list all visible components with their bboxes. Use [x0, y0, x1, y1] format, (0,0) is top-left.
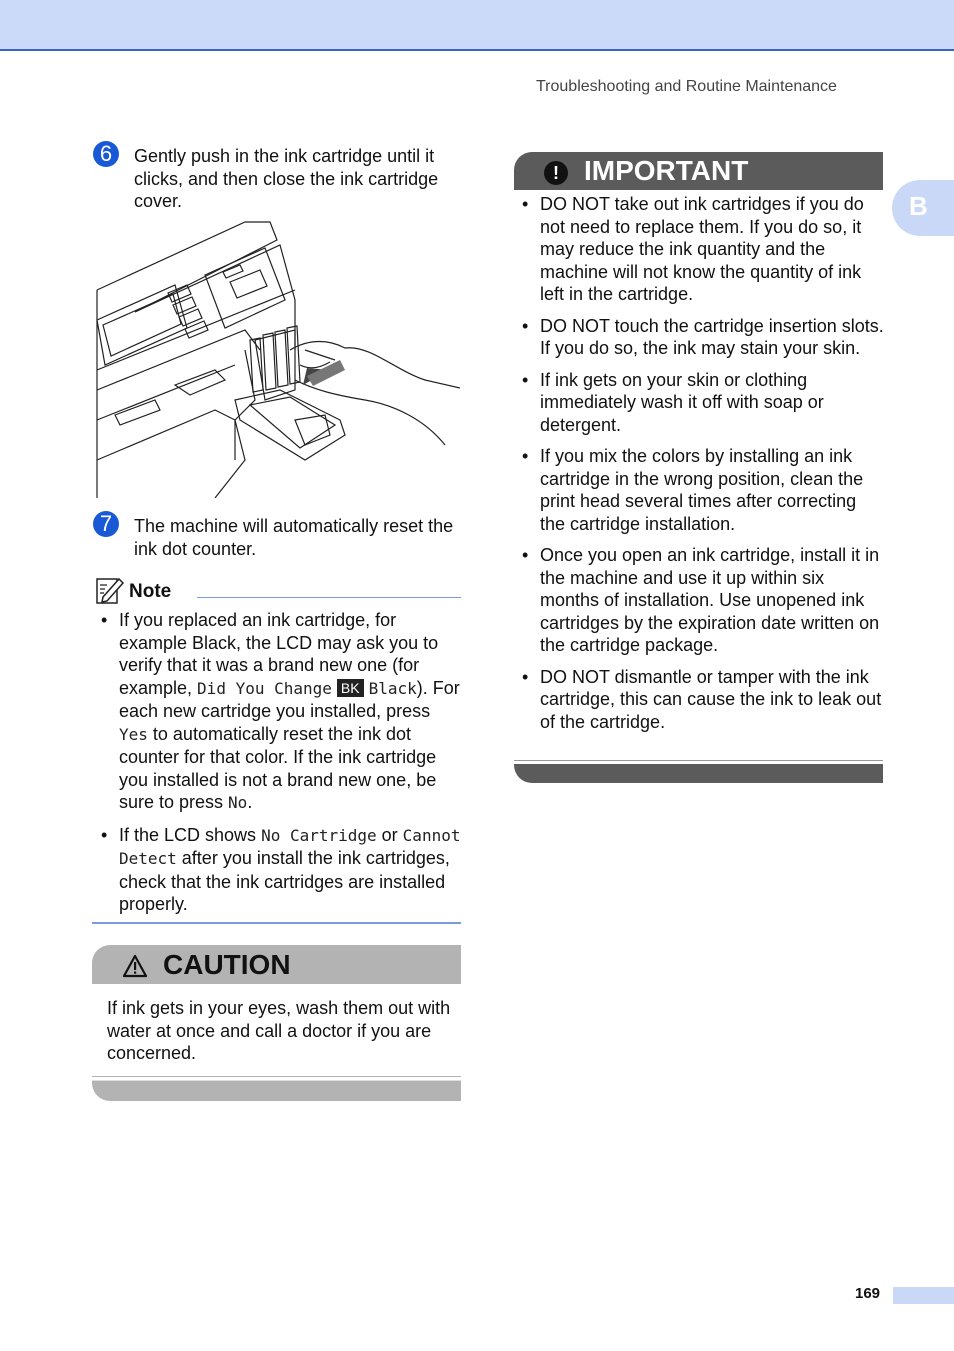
lcd-option-yes: Yes [119, 724, 148, 744]
important-title: IMPORTANT [584, 155, 749, 186]
exclamation-icon: ! [544, 161, 568, 185]
note-pencil-icon [95, 575, 125, 605]
note-bottom-rule [92, 922, 461, 924]
caution-title: CAUTION [163, 949, 291, 980]
note-item-2: • If the LCD shows No Cartridge or Cannot Detect after you install the ink cartridges, check that the ink cartridges are installed properly. [95, 824, 461, 916]
important-item: • DO NOT dismantle or tamper with the ink cartridge, this can cause the ink to leak out of the cartridge. [516, 666, 884, 734]
important-list [516, 193, 884, 742]
header-bar [0, 0, 954, 51]
note-list [95, 609, 461, 925]
step-number-6: 6 [93, 141, 119, 167]
lcd-message: Cannot Detect [119, 825, 461, 868]
step-6-text: Gently push in the ink cartridge until it clicks, and then close the ink cartridge cover. [134, 146, 439, 211]
important-item: • Once you open an ink cartridge, install it in the machine and use it up within six months of installation. Use unopened ink cartridges by the expiration date written on the cartridge package. [516, 544, 884, 657]
black-badge: BK [337, 679, 364, 697]
lcd-message: Black [368, 678, 417, 698]
warning-triangle-icon [122, 954, 148, 978]
page-number: 169 [855, 1285, 881, 1302]
step-number-7: 7 [93, 511, 119, 537]
important-item: • If you mix the colors by installing an ink cartridge in the wrong position, clean the print head several times after correcting the cartridge installation. [516, 445, 884, 535]
cartridge-install-illustration [95, 220, 460, 498]
caution-text: If ink gets in your eyes, wash them out with water at once and call a doctor if you are concerned. [107, 998, 451, 1063]
caution-rule [92, 1076, 461, 1077]
lcd-message: Did You Change [197, 678, 332, 698]
important-rule [514, 760, 883, 761]
important-item: • DO NOT take out ink cartridges if you do not need to replace them. If you do so, it may reduce the ink quantity and the machine will not know the quantity of ink left in the cartridge. [516, 193, 884, 306]
running-head: Troubleshooting and Routine Maintenance [536, 78, 837, 95]
lcd-message: No Cartridge [261, 825, 377, 845]
lcd-option-no: No [228, 793, 248, 812]
note-rule [197, 597, 461, 598]
important-item: • If ink gets on your skin or clothing immediately wash it off with soap or detergent. [516, 369, 884, 437]
chapter-tab [892, 180, 954, 236]
caution-footer [92, 1080, 461, 1101]
page-number-bar [893, 1287, 954, 1304]
important-footer [514, 764, 883, 783]
note-item-1: • If you replaced an ink cartridge, for example Black, the LCD may ask you to verify that it was a brand new one (for example, Did You Change BK Black). For each new cartridge you installed, press Yes to automatically reset the ink dot counter for that color. If the ink cartridge you installed is not a brand new one, be sure to press No. [95, 609, 461, 815]
chapter-tab-letter: B [909, 191, 928, 221]
step-7-text: The machine will automatically reset the ink dot counter. [134, 516, 454, 559]
note-title: Note [129, 581, 172, 602]
important-item: • DO NOT touch the cartridge insertion slots. If you do so, the ink may stain your skin. [516, 315, 884, 360]
